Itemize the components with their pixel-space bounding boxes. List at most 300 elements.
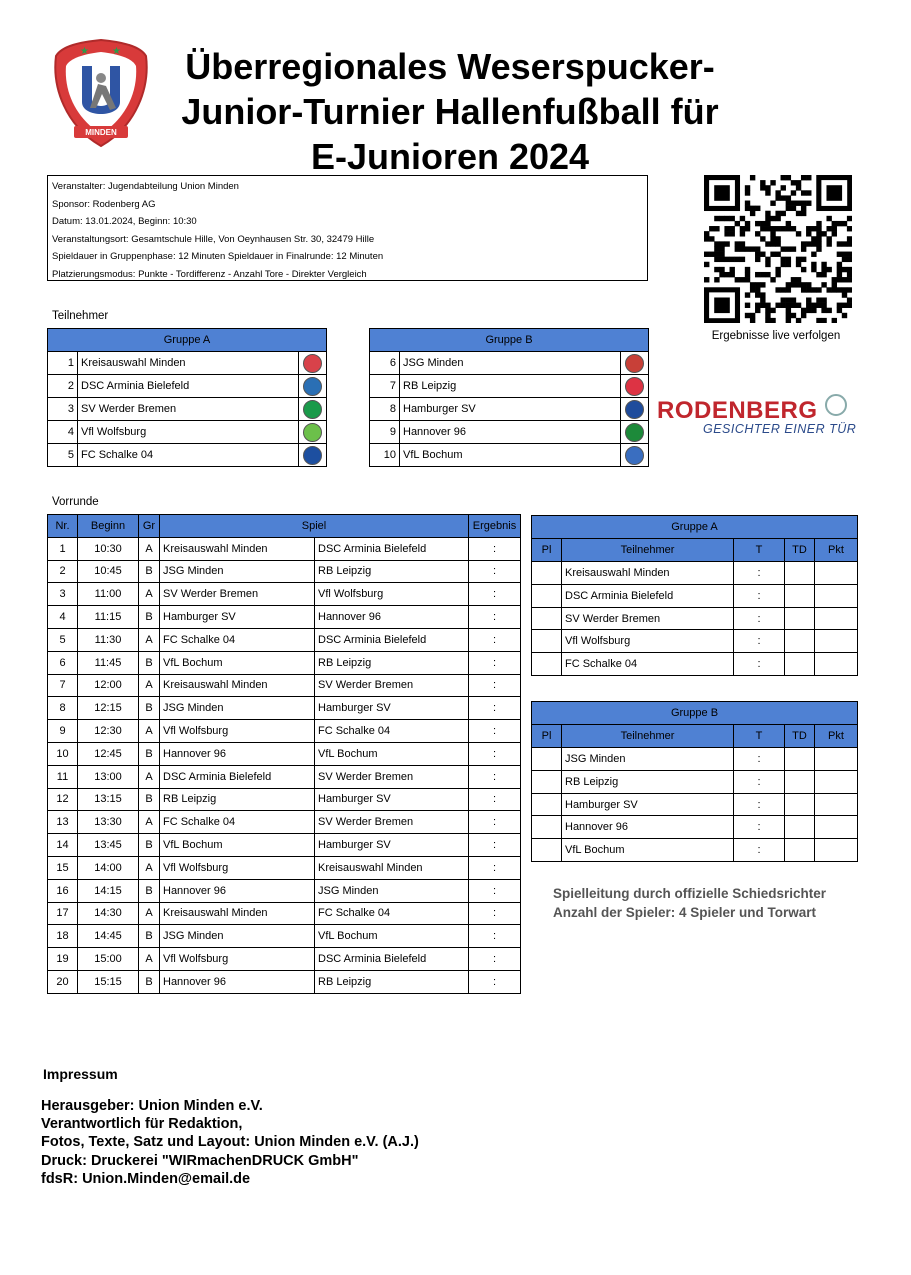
- standings-goals: :: [734, 653, 785, 676]
- match-home-team: Hannover 96: [160, 742, 315, 765]
- standings-team: Hannover 96: [562, 816, 734, 839]
- col-pl: Pl: [532, 538, 562, 561]
- club-crest-icon: [625, 354, 644, 373]
- participant-row: [48, 398, 327, 421]
- schedule-row: [48, 970, 521, 993]
- standings-place: [532, 793, 562, 816]
- match-number: 4: [48, 606, 78, 629]
- participant-number: 8: [370, 398, 400, 421]
- match-result[interactable]: :: [469, 606, 521, 629]
- group-b-title: Gruppe B: [370, 329, 649, 352]
- col-gr: Gr: [139, 515, 160, 538]
- participant-number: 10: [370, 444, 400, 467]
- standings-goals: :: [734, 561, 785, 584]
- title-line-3: E-Junioren 2024: [310, 136, 590, 177]
- info-venue: Veranstaltungsort: Gesamtschule Hille, Von Oeynhausen Str. 30, 32479 Hille: [52, 233, 375, 245]
- match-result[interactable]: :: [469, 925, 521, 948]
- standings-goal-diff: [785, 839, 815, 862]
- schedule-row: [48, 651, 521, 674]
- participant-name: Kreisauswahl Minden: [78, 352, 299, 375]
- event-info-box: [47, 175, 648, 281]
- match-number: 2: [48, 560, 78, 583]
- impressum-printing: Druck: Druckerei "WIRmachenDRUCK GmbH": [41, 1152, 359, 1169]
- match-away-team: JSG Minden: [315, 879, 469, 902]
- match-away-team: Kreisauswahl Minden: [315, 856, 469, 879]
- match-result[interactable]: :: [469, 537, 521, 560]
- standings-team: SV Werder Bremen: [562, 607, 734, 630]
- standings-team: Vfl Wolfsburg: [562, 630, 734, 653]
- match-home-team: Kreisauswahl Minden: [160, 674, 315, 697]
- participant-row: [370, 421, 649, 444]
- col-td: TD: [785, 538, 815, 561]
- club-crest-icon: [625, 446, 644, 465]
- club-crest-icon: [625, 377, 644, 396]
- col-ergebnis: Ergebnis: [469, 515, 521, 538]
- notes: [553, 884, 883, 922]
- match-group: B: [139, 651, 160, 674]
- standings-goal-diff: [785, 653, 815, 676]
- schedule-row: [48, 834, 521, 857]
- standings-goal-diff: [785, 607, 815, 630]
- match-time: 12:15: [78, 697, 139, 720]
- standings-goals: :: [734, 839, 785, 862]
- match-result[interactable]: :: [469, 765, 521, 788]
- match-time: 14:30: [78, 902, 139, 925]
- standings-place: [532, 747, 562, 770]
- logo-text: MINDEN: [85, 128, 117, 137]
- standings-place: [532, 770, 562, 793]
- title-line-1: Überregionales Weserspucker-: [185, 46, 715, 87]
- participant-row: [48, 375, 327, 398]
- match-group: A: [139, 948, 160, 971]
- participant-number: 7: [370, 375, 400, 398]
- match-result[interactable]: :: [469, 583, 521, 606]
- match-away-team: Hamburger SV: [315, 834, 469, 857]
- standings-b-title: Gruppe B: [532, 702, 858, 725]
- col-beginn: Beginn: [78, 515, 139, 538]
- match-result[interactable]: :: [469, 948, 521, 971]
- match-group: B: [139, 970, 160, 993]
- club-crest-icon: [303, 377, 322, 396]
- participant-name: FC Schalke 04: [78, 444, 299, 467]
- match-result[interactable]: :: [469, 856, 521, 879]
- impressum-title: Impressum: [43, 1066, 118, 1082]
- match-time: 13:45: [78, 834, 139, 857]
- standings-points: [815, 607, 858, 630]
- match-result[interactable]: :: [469, 697, 521, 720]
- schedule-row: [48, 902, 521, 925]
- standings-a-title: Gruppe A: [532, 516, 858, 539]
- participant-crest-cell: [621, 444, 649, 467]
- match-number: 15: [48, 856, 78, 879]
- match-group: B: [139, 834, 160, 857]
- col-teilnehmer: Teilnehmer: [562, 724, 734, 747]
- participant-name: Hamburger SV: [400, 398, 621, 421]
- standings-place: [532, 816, 562, 839]
- standings-goal-diff: [785, 630, 815, 653]
- standings-goals: :: [734, 584, 785, 607]
- standings-row: [532, 839, 858, 862]
- match-number: 19: [48, 948, 78, 971]
- svg-text:★: ★: [96, 44, 105, 55]
- match-away-team: Hannover 96: [315, 606, 469, 629]
- participant-number: 9: [370, 421, 400, 444]
- match-home-team: JSG Minden: [160, 697, 315, 720]
- match-away-team: SV Werder Bremen: [315, 765, 469, 788]
- match-away-team: FC Schalke 04: [315, 720, 469, 743]
- standings-team: FC Schalke 04: [562, 653, 734, 676]
- participant-number: 2: [48, 375, 78, 398]
- page-title: [150, 44, 750, 179]
- match-number: 11: [48, 765, 78, 788]
- match-time: 12:00: [78, 674, 139, 697]
- impressum-layout: Fotos, Texte, Satz und Layout: Union Minden e.V. (A.J.): [41, 1134, 419, 1151]
- match-result[interactable]: :: [469, 560, 521, 583]
- standings-row: [532, 607, 858, 630]
- participant-crest-cell: [621, 375, 649, 398]
- col-t: T: [734, 724, 785, 747]
- group-a-title: Gruppe A: [48, 329, 327, 352]
- standings-goals: :: [734, 793, 785, 816]
- standings-goal-diff: [785, 816, 815, 839]
- match-group: A: [139, 902, 160, 925]
- impressum: [41, 1097, 419, 1188]
- match-home-team: SV Werder Bremen: [160, 583, 315, 606]
- match-home-team: DSC Arminia Bielefeld: [160, 765, 315, 788]
- match-group: A: [139, 537, 160, 560]
- match-group: A: [139, 583, 160, 606]
- match-home-team: VfL Bochum: [160, 651, 315, 674]
- match-away-team: Vfl Wolfsburg: [315, 583, 469, 606]
- match-away-team: Hamburger SV: [315, 697, 469, 720]
- match-home-team: VfL Bochum: [160, 834, 315, 857]
- match-time: 13:30: [78, 811, 139, 834]
- schedule-row: [48, 720, 521, 743]
- standings-row: [532, 653, 858, 676]
- club-crest-icon: [625, 423, 644, 442]
- club-crest-icon: [303, 354, 322, 373]
- col-t: T: [734, 538, 785, 561]
- match-number: 6: [48, 651, 78, 674]
- match-group: A: [139, 628, 160, 651]
- vorrunde-label: Vorrunde: [52, 496, 99, 508]
- match-home-team: JSG Minden: [160, 560, 315, 583]
- standings-row: [532, 793, 858, 816]
- match-group: B: [139, 788, 160, 811]
- match-home-team: FC Schalke 04: [160, 628, 315, 651]
- standings-place: [532, 653, 562, 676]
- note-players: Anzahl der Spieler: 4 Spieler und Torwart: [553, 905, 817, 920]
- col-nr: Nr.: [48, 515, 78, 538]
- match-away-team: SV Werder Bremen: [315, 674, 469, 697]
- participant-crest-cell: [299, 444, 327, 467]
- schedule-row: [48, 583, 521, 606]
- match-group: A: [139, 856, 160, 879]
- standings-row: [532, 561, 858, 584]
- match-away-team: SV Werder Bremen: [315, 811, 469, 834]
- participants-label: Teilnehmer: [52, 310, 109, 322]
- standings-points: [815, 770, 858, 793]
- note-referees: Spielleitung durch offizielle Schiedsrichter: [553, 886, 827, 901]
- match-result[interactable]: :: [469, 674, 521, 697]
- match-number: 5: [48, 628, 78, 651]
- schedule-table: [47, 514, 521, 994]
- match-number: 12: [48, 788, 78, 811]
- impressum-contact: fdsR: Union.Minden@email.de: [41, 1170, 251, 1187]
- standings-team: RB Leipzig: [562, 770, 734, 793]
- standings-team: VfL Bochum: [562, 839, 734, 862]
- sponsor-logo: [657, 394, 857, 444]
- participant-row: [370, 352, 649, 375]
- participant-crest-cell: [621, 421, 649, 444]
- svg-text:★: ★: [112, 46, 121, 57]
- standings-place: [532, 630, 562, 653]
- participant-name: JSG Minden: [400, 352, 621, 375]
- participant-number: 3: [48, 398, 78, 421]
- match-group: A: [139, 811, 160, 834]
- impressum-publisher: Herausgeber: Union Minden e.V.: [41, 1098, 263, 1114]
- match-result[interactable]: :: [469, 742, 521, 765]
- participant-name: Vfl Wolfsburg: [78, 421, 299, 444]
- group-a-participants-table: [47, 328, 327, 467]
- schedule-row: [48, 948, 521, 971]
- match-time: 15:15: [78, 970, 139, 993]
- participant-crest-cell: [621, 398, 649, 421]
- match-time: 11:00: [78, 583, 139, 606]
- match-result[interactable]: :: [469, 788, 521, 811]
- match-time: 13:15: [78, 788, 139, 811]
- participant-row: [48, 352, 327, 375]
- participant-crest-cell: [299, 398, 327, 421]
- participant-crest-cell: [299, 352, 327, 375]
- match-home-team: Vfl Wolfsburg: [160, 856, 315, 879]
- schedule-row: [48, 537, 521, 560]
- match-group: B: [139, 697, 160, 720]
- match-group: B: [139, 560, 160, 583]
- info-ranking-mode: Platzierungsmodus: Punkte - Tordifferenz - Anzahl Tore - Direkter Vergleich: [52, 268, 367, 280]
- standings-group-b-table: [531, 701, 858, 862]
- participant-crest-cell: [299, 421, 327, 444]
- schedule-row: [48, 628, 521, 651]
- participant-row: [48, 421, 327, 444]
- col-pl: Pl: [532, 724, 562, 747]
- match-home-team: Hamburger SV: [160, 606, 315, 629]
- standings-team: Kreisauswahl Minden: [562, 561, 734, 584]
- match-group: A: [139, 765, 160, 788]
- match-time: 10:30: [78, 537, 139, 560]
- standings-team: Hamburger SV: [562, 793, 734, 816]
- schedule-row: [48, 879, 521, 902]
- title-line-2: Junior-Turnier Hallenfußball für: [181, 91, 719, 132]
- standings-row: [532, 584, 858, 607]
- qr-code[interactable]: [704, 175, 852, 323]
- participant-name: DSC Arminia Bielefeld: [78, 375, 299, 398]
- match-number: 9: [48, 720, 78, 743]
- match-home-team: Kreisauswahl Minden: [160, 902, 315, 925]
- match-home-team: RB Leipzig: [160, 788, 315, 811]
- participant-crest-cell: [621, 352, 649, 375]
- standings-points: [815, 630, 858, 653]
- club-crest-icon: [303, 400, 322, 419]
- qr-caption: Ergebnisse live verfolgen: [711, 330, 841, 342]
- match-home-team: Vfl Wolfsburg: [160, 948, 315, 971]
- standings-points: [815, 584, 858, 607]
- match-number: 3: [48, 583, 78, 606]
- match-home-team: JSG Minden: [160, 925, 315, 948]
- standings-row: [532, 816, 858, 839]
- participant-number: 5: [48, 444, 78, 467]
- match-time: 11:30: [78, 628, 139, 651]
- match-group: B: [139, 879, 160, 902]
- standings-group-a-table: [531, 515, 858, 676]
- match-number: 18: [48, 925, 78, 948]
- club-crest-icon: [625, 400, 644, 419]
- participant-name: SV Werder Bremen: [78, 398, 299, 421]
- match-away-team: VfL Bochum: [315, 925, 469, 948]
- match-result[interactable]: :: [469, 902, 521, 925]
- standings-place: [532, 607, 562, 630]
- schedule-row: [48, 765, 521, 788]
- participant-name: Hannover 96: [400, 421, 621, 444]
- col-td: TD: [785, 724, 815, 747]
- match-away-team: RB Leipzig: [315, 560, 469, 583]
- match-home-team: Vfl Wolfsburg: [160, 720, 315, 743]
- col-pkt: Pkt: [815, 538, 858, 561]
- standings-goal-diff: [785, 747, 815, 770]
- match-result[interactable]: :: [469, 720, 521, 743]
- match-home-team: FC Schalke 04: [160, 811, 315, 834]
- sponsor-emblem-icon: [825, 394, 847, 416]
- standings-place: [532, 839, 562, 862]
- match-time: 13:00: [78, 765, 139, 788]
- col-teilnehmer: Teilnehmer: [562, 538, 734, 561]
- schedule-row: [48, 925, 521, 948]
- participant-name: RB Leipzig: [400, 375, 621, 398]
- match-number: 14: [48, 834, 78, 857]
- match-away-team: VfL Bochum: [315, 742, 469, 765]
- standings-row: [532, 770, 858, 793]
- match-time: 11:45: [78, 651, 139, 674]
- participant-row: [48, 444, 327, 467]
- match-result[interactable]: :: [469, 879, 521, 902]
- standings-goal-diff: [785, 770, 815, 793]
- group-b-participants-table: [369, 328, 649, 467]
- standings-points: [815, 653, 858, 676]
- standings-place: [532, 584, 562, 607]
- match-time: 14:45: [78, 925, 139, 948]
- schedule-row: [48, 674, 521, 697]
- info-duration: Spieldauer in Gruppenphase: 12 Minuten Spieldauer in Finalrunde: 12 Minuten: [52, 251, 384, 263]
- match-home-team: Kreisauswahl Minden: [160, 537, 315, 560]
- match-group: B: [139, 606, 160, 629]
- schedule-row: [48, 811, 521, 834]
- schedule-row: [48, 606, 521, 629]
- match-number: 17: [48, 902, 78, 925]
- standings-points: [815, 793, 858, 816]
- match-time: 12:45: [78, 742, 139, 765]
- standings-goal-diff: [785, 584, 815, 607]
- match-group: A: [139, 674, 160, 697]
- schedule-row: [48, 742, 521, 765]
- match-number: 10: [48, 742, 78, 765]
- match-number: 8: [48, 697, 78, 720]
- participant-name: VfL Bochum: [400, 444, 621, 467]
- match-away-team: FC Schalke 04: [315, 902, 469, 925]
- match-result[interactable]: :: [469, 811, 521, 834]
- match-time: 14:15: [78, 879, 139, 902]
- match-number: 13: [48, 811, 78, 834]
- standings-goals: :: [734, 630, 785, 653]
- match-time: 10:45: [78, 560, 139, 583]
- impressum-responsible: Verantwortlich für Redaktion,: [41, 1116, 243, 1133]
- standings-goals: :: [734, 816, 785, 839]
- standings-points: [815, 561, 858, 584]
- match-away-team: DSC Arminia Bielefeld: [315, 537, 469, 560]
- match-group: A: [139, 720, 160, 743]
- standings-row: [532, 747, 858, 770]
- col-spiel: Spiel: [160, 515, 469, 538]
- match-home-team: Hannover 96: [160, 879, 315, 902]
- match-away-team: RB Leipzig: [315, 970, 469, 993]
- match-away-team: RB Leipzig: [315, 651, 469, 674]
- participant-row: [370, 398, 649, 421]
- match-time: 11:15: [78, 606, 139, 629]
- participant-crest-cell: [299, 375, 327, 398]
- standings-team: JSG Minden: [562, 747, 734, 770]
- club-crest-icon: [303, 446, 322, 465]
- match-group: B: [139, 742, 160, 765]
- participant-number: 6: [370, 352, 400, 375]
- standings-points: [815, 839, 858, 862]
- standings-goals: :: [734, 770, 785, 793]
- match-home-team: Hannover 96: [160, 970, 315, 993]
- match-group: B: [139, 925, 160, 948]
- club-crest-icon: [303, 423, 322, 442]
- participant-row: [370, 444, 649, 467]
- match-result[interactable]: :: [469, 970, 521, 993]
- standings-goals: :: [734, 747, 785, 770]
- schedule-row: [48, 788, 521, 811]
- participant-number: 4: [48, 421, 78, 444]
- match-away-team: Hamburger SV: [315, 788, 469, 811]
- schedule-row: [48, 560, 521, 583]
- match-result[interactable]: :: [469, 651, 521, 674]
- schedule-row: [48, 856, 521, 879]
- match-number: 1: [48, 537, 78, 560]
- standings-points: [815, 747, 858, 770]
- match-number: 20: [48, 970, 78, 993]
- standings-goal-diff: [785, 793, 815, 816]
- standings-row: [532, 630, 858, 653]
- info-date: Datum: 13.01.2024, Beginn: 10:30: [52, 216, 197, 228]
- match-time: 14:00: [78, 856, 139, 879]
- match-away-team: DSC Arminia Bielefeld: [315, 628, 469, 651]
- svg-text:★: ★: [80, 46, 89, 57]
- standings-goals: :: [734, 607, 785, 630]
- standings-team: DSC Arminia Bielefeld: [562, 584, 734, 607]
- match-result[interactable]: :: [469, 628, 521, 651]
- match-number: 16: [48, 879, 78, 902]
- match-number: 7: [48, 674, 78, 697]
- sponsor-name: RODENBERG: [657, 397, 818, 424]
- participant-number: 1: [48, 352, 78, 375]
- info-sponsor: Sponsor: Rodenberg AG: [52, 198, 156, 210]
- schedule-row: [48, 697, 521, 720]
- match-result[interactable]: :: [469, 834, 521, 857]
- standings-points: [815, 816, 858, 839]
- match-away-team: DSC Arminia Bielefeld: [315, 948, 469, 971]
- match-time: 15:00: [78, 948, 139, 971]
